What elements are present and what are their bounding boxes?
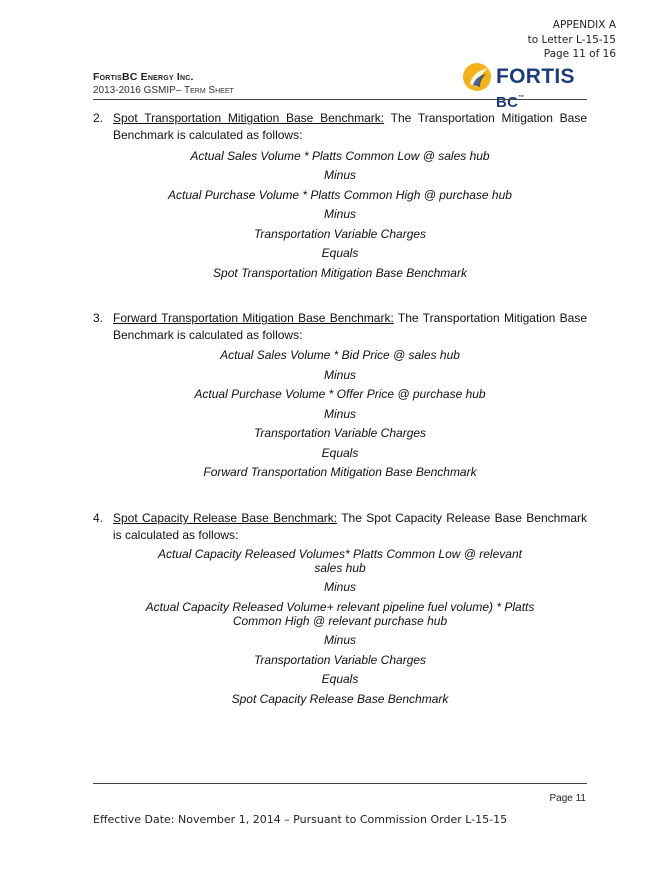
formula-operator: Equals	[321, 672, 359, 686]
formula-line: Actual Sales Volume * Bid Price @ sales hub	[220, 348, 460, 362]
section-paragraph	[113, 310, 587, 343]
section-2	[93, 110, 587, 143]
logo-word: FORTIS	[496, 65, 575, 88]
letter-reference: to Letter L-15-15	[527, 33, 616, 46]
section-number: 2.	[93, 111, 104, 125]
section-text: The Transportation Mitigation Base Benchmark is calculated as follows:	[113, 111, 587, 142]
page-number: Page 11	[549, 793, 586, 804]
section-text: The Transportation Mitigation Base Benchmark is calculated as follows:	[113, 311, 588, 342]
section-number: 3.	[93, 311, 104, 325]
section-paragraph	[113, 510, 587, 543]
company-name: FortisBC Energy Inc.	[93, 71, 194, 83]
section-heading: Spot Capacity Release Base Benchmark:	[113, 511, 338, 525]
formula-line: Common High @ relevant purchase hub	[232, 614, 448, 628]
formula-line: Actual Capacity Released Volume+ relevant pipeline fuel volume) * Platts	[145, 600, 535, 614]
section-4	[93, 510, 587, 543]
section-heading: Forward Transportation Mitigation Base Benchmark:	[113, 311, 394, 325]
section-heading: Spot Transportation Mitigation Base Benchmark:	[113, 111, 385, 125]
section-number: 4.	[93, 511, 104, 525]
formula-line: Actual Purchase Volume * Offer Price @ purchase hub	[194, 387, 486, 401]
section-text: The Spot Capacity Release Base Benchmark is calculated as follows:	[113, 511, 587, 542]
effective-date: Effective Date: November 1, 2014 – Pursuant to Commission Order L-15-15	[93, 813, 508, 826]
formula-line: Actual Capacity Released Volumes* Platts Common Low @ relevant	[158, 547, 522, 561]
formula-operator: Minus	[323, 580, 356, 594]
flame-logo-icon	[462, 60, 496, 94]
logo-trademark: ™	[518, 95, 525, 101]
formula-operator: Minus	[323, 207, 356, 221]
formula-operator: Equals	[321, 446, 359, 460]
section-3	[93, 310, 587, 343]
formula-operator: Minus	[323, 407, 356, 421]
formula-operator: Minus	[323, 633, 356, 647]
page-of-count: Page 11 of 16	[543, 48, 616, 60]
formula-line: Transportation Variable Charges	[253, 227, 427, 241]
formula-result: Spot Transportation Mitigation Base Benchmark	[213, 266, 467, 280]
formula-result: Spot Capacity Release Base Benchmark	[231, 692, 449, 706]
formula-operator: Equals	[321, 246, 359, 260]
formula-line: sales hub	[314, 561, 366, 575]
fortisbc-logo	[462, 60, 590, 111]
appendix-reference	[528, 18, 616, 62]
header-divider	[93, 99, 587, 100]
formula-result: Forward Transportation Mitigation Base Benchmark	[203, 465, 477, 479]
logo-suffix: BC	[496, 94, 519, 111]
appendix-label: APPENDIX A	[552, 19, 616, 31]
formula-line: Actual Sales Volume * Platts Common Low @ sales hub	[190, 149, 490, 163]
term-sheet-title: 2013-2016 GSMIP– Term Sheet	[93, 85, 234, 96]
formula-operator: Minus	[323, 368, 356, 382]
formula-line: Transportation Variable Charges	[253, 653, 427, 667]
footer-divider	[93, 783, 587, 784]
formula-operator: Minus	[323, 168, 356, 182]
logo-wordmark	[496, 65, 590, 113]
formula-line: Transportation Variable Charges	[253, 426, 427, 440]
formula-line: Actual Purchase Volume * Platts Common High @ purchase hub	[168, 188, 512, 202]
section-paragraph	[113, 110, 587, 143]
